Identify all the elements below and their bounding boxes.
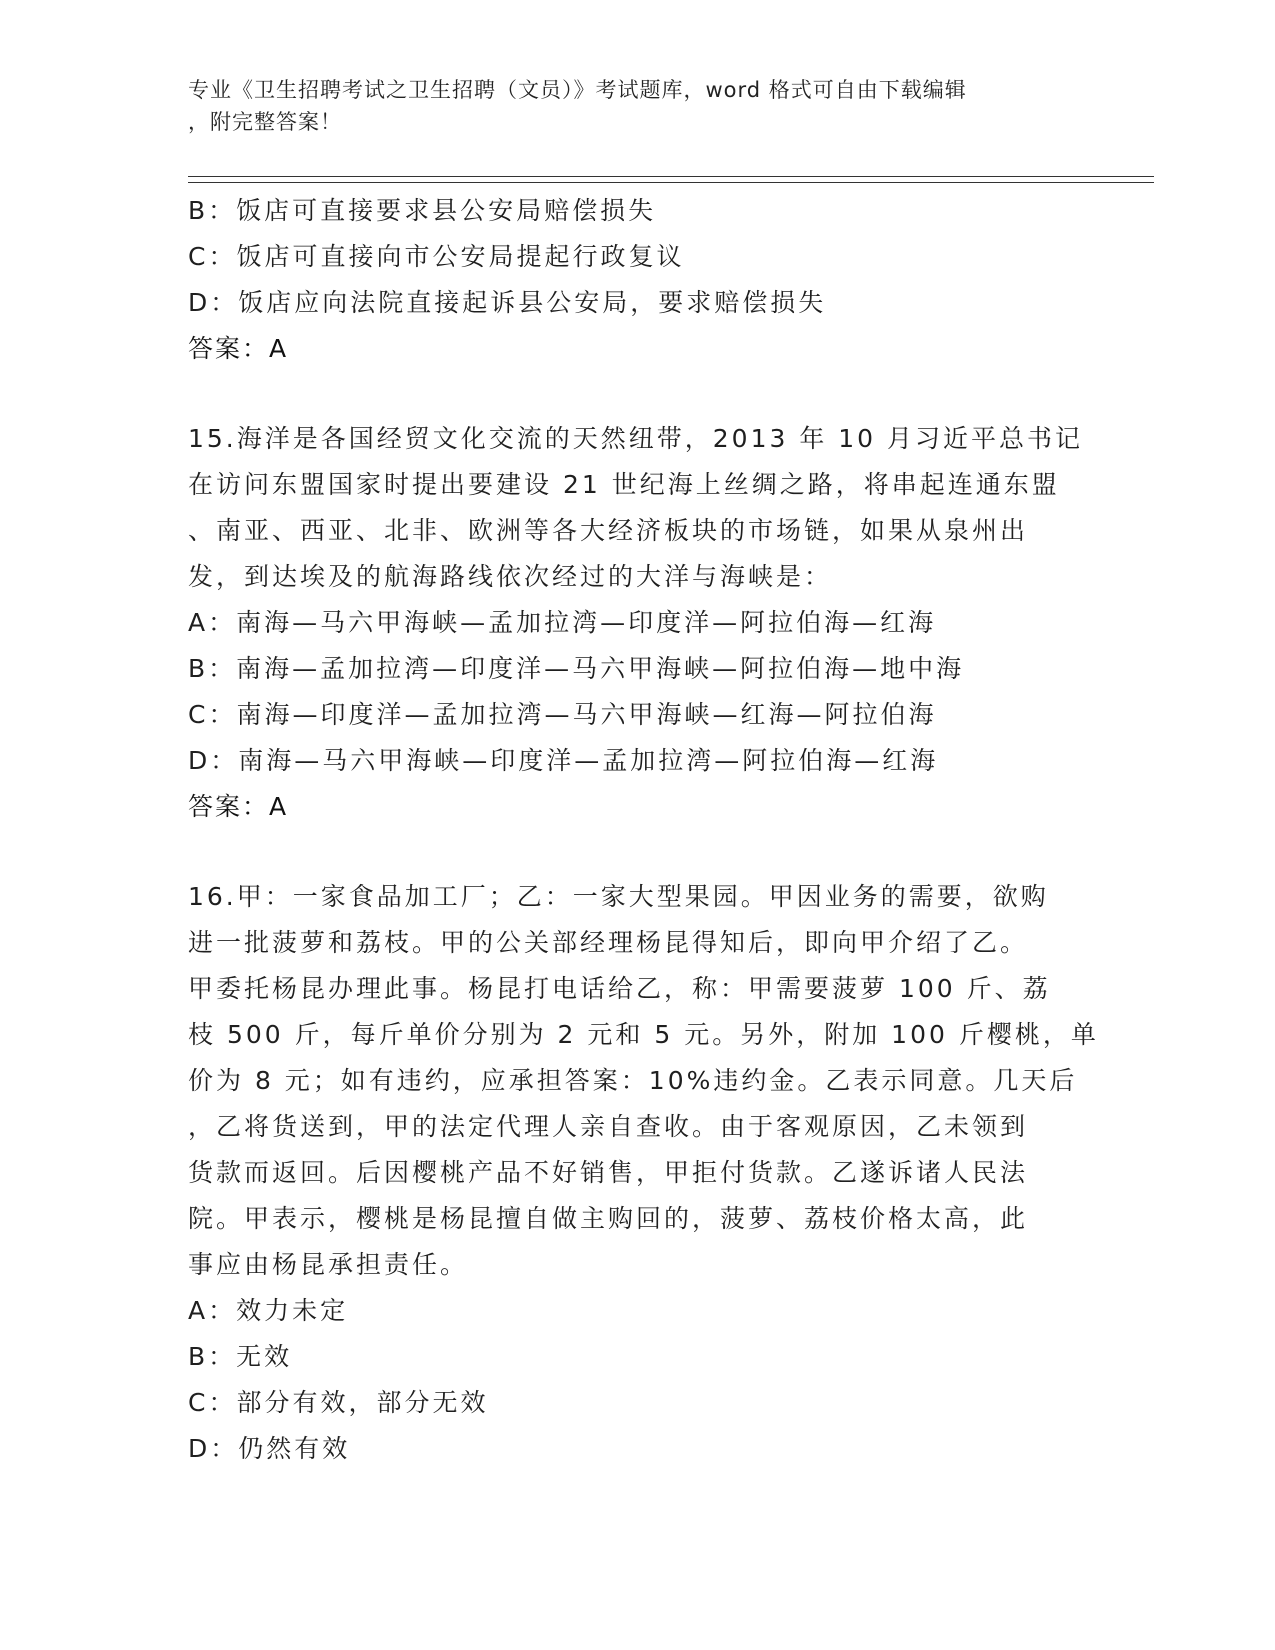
q15-answer: 答案：A [188, 792, 289, 821]
q15-option-a: A：南海—马六甲海峡—孟加拉湾—印度洋—阿拉伯海—红海 [188, 608, 937, 637]
question-14 [188, 188, 1088, 372]
q16-stem-line: 院。甲表示，樱桃是杨昆擅自做主购回的，菠萝、荔枝价格太高，此 [188, 1204, 1029, 1233]
q15-stem-line: 在访问东盟国家时提出要建设 21 世纪海上丝绸之路，将串起连通东盟 [188, 470, 1060, 499]
q16-stem-line: 甲委托杨昆办理此事。杨昆打电话给乙，称：甲需要菠萝 100 斤、荔 [188, 974, 1051, 1003]
q15-stem-line: 、南亚、西亚、北非、欧洲等各大经济板块的市场链，如果从泉州出 [188, 516, 1029, 545]
q15-option-c: C：南海—印度洋—孟加拉湾—马六甲海峡—红海—阿拉伯海 [188, 700, 937, 729]
q16-option-b: B：无效 [188, 1342, 293, 1371]
q15-stem-line: 发，到达埃及的航海路线依次经过的大洋与海峡是： [188, 562, 833, 591]
q16-stem-line: 货款而返回。后因樱桃产品不好销售，甲拒付货款。乙遂诉诸人民法 [188, 1158, 1029, 1187]
q16-stem-line: 价为 8 元；如有违约，应承担答案：10%违约金。乙表示同意。几天后 [188, 1066, 1078, 1095]
q16-option-c: C：部分有效，部分无效 [188, 1388, 489, 1417]
header-divider-bottom [188, 182, 1154, 183]
header-divider-top [188, 176, 1154, 177]
question-16 [188, 874, 1099, 1472]
header-line-1: 专业《卫生招聘考试之卫生招聘（文员）》考试题库，word 格式可自由下载编辑 [188, 78, 967, 102]
q14-option-c: C：饭店可直接向市公安局提起行政复议 [188, 242, 685, 271]
q16-stem-line: ，乙将货送到，甲的法定代理人亲自查收。由于客观原因，乙未领到 [188, 1112, 1029, 1141]
q16-option-d: D：仍然有效 [188, 1434, 351, 1463]
q14-answer: 答案：A [188, 334, 289, 363]
page-header [188, 74, 1068, 138]
q15-option-d: D：南海—马六甲海峡—印度洋—孟加拉湾—阿拉伯海—红海 [188, 746, 939, 775]
q16-stem-line: 事应由杨昆承担责任。 [188, 1250, 469, 1279]
q16-stem-line: 进一批菠萝和荔枝。甲的公关部经理杨昆得知后，即向甲介绍了乙。 [188, 928, 1029, 957]
spacer [188, 830, 1088, 874]
q16-option-a: A：效力未定 [188, 1296, 349, 1325]
spacer [188, 372, 1088, 416]
q16-stem-line: 16.甲：一家食品加工厂；乙：一家大型果园。甲因业务的需要，欲购 [188, 882, 1049, 911]
q14-option-b: B：饭店可直接要求县公安局赔偿损失 [188, 196, 657, 225]
question-15 [188, 416, 1088, 830]
q15-stem-line: 15.海洋是各国经贸文化交流的天然纽带，2013 年 10 月习近平总书记 [188, 424, 1084, 453]
q16-stem-line: 枝 500 斤，每斤单价分别为 2 元和 5 元。另外，附加 100 斤樱桃，单 [188, 1020, 1099, 1049]
q14-option-d: D：饭店应向法院直接起诉县公安局，要求赔偿损失 [188, 288, 827, 317]
document-body [188, 188, 1099, 1472]
q15-option-b: B：南海—孟加拉湾—印度洋—马六甲海峡—阿拉伯海—地中海 [188, 654, 965, 683]
header-line-2: ，附完整答案！ [188, 110, 342, 134]
